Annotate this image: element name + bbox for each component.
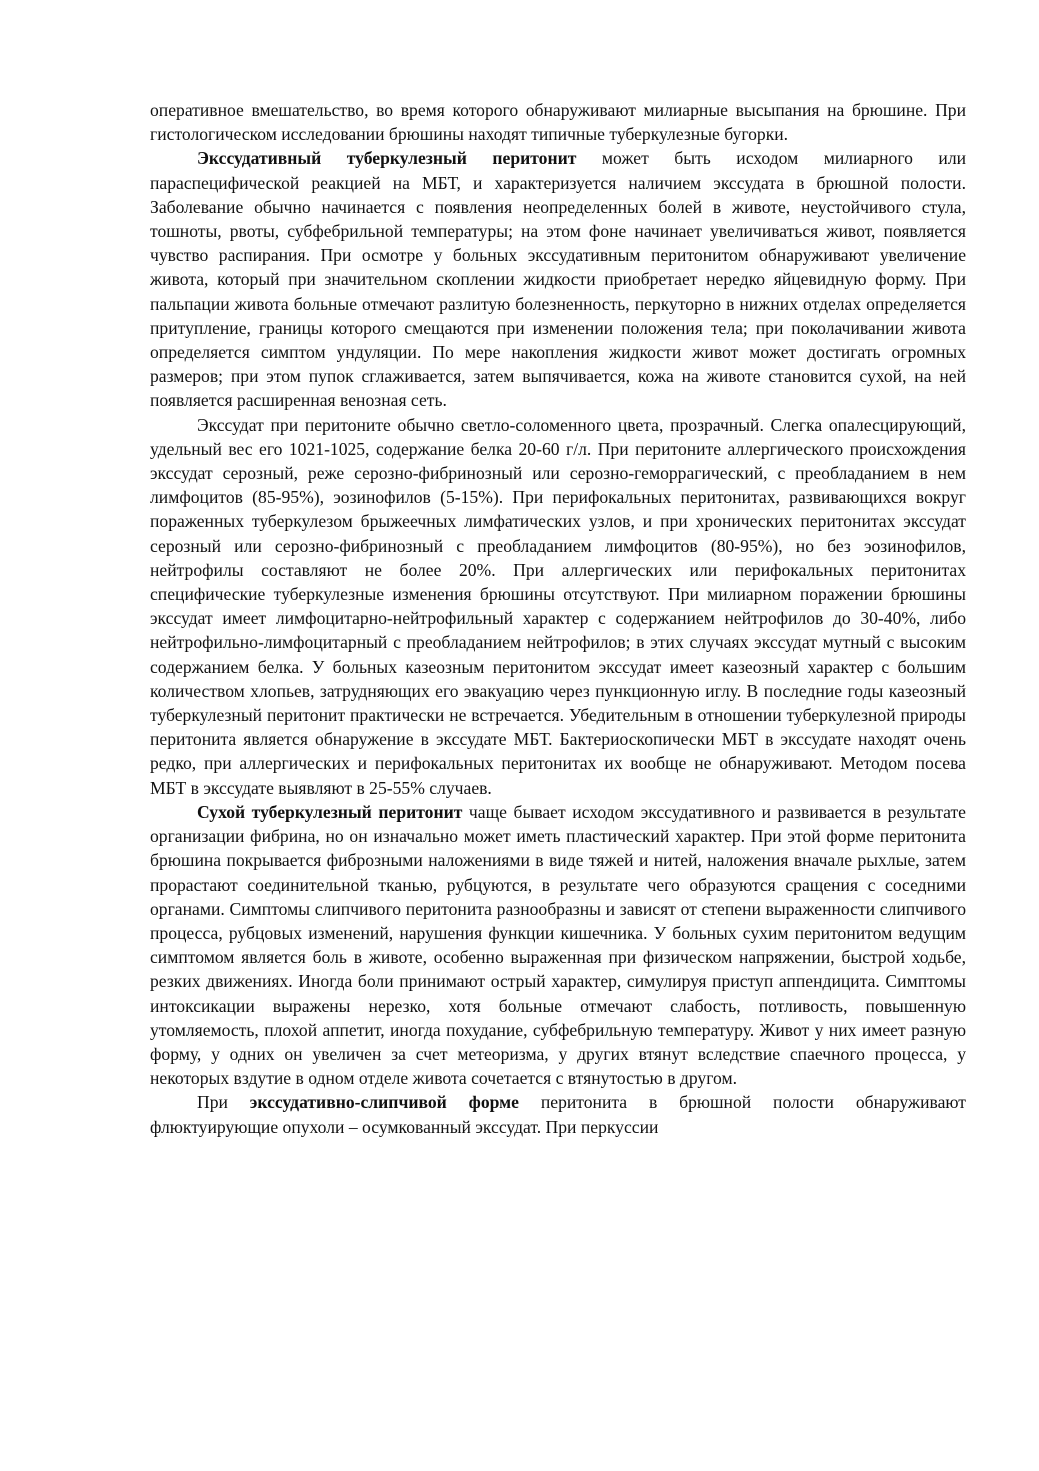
paragraph-text: может быть исходом милиарного или параспецифической реакцией на МБТ, и характеризуется наличием экссудата в брюшной полости. Заболевание обычно начинается с появления неопределенных болей в животе, неустойчивого стула, тошноты, рвоты, субфебрильной температуры; на этом фоне начинает увеличиваться живот, появляется чувство распирания. При осмотре у больных экссудативным перитонитом обнаруживают увеличение живота, который при значительном скоплении жидкости приобретает нередко яйцевидную форму. При пальпации живота больные отмечают разлитую болезненность, перкуторно в нижних отделах определяется притупление, границы которого смещаются при изменении положения тела; при поколачивании живота определяется симптом ундуляции. По мере накопления жидкости живот может достигать огромных размеров; при этом пупок сглаживается, затем выпячивается, кожа на животе становится сухой, на ней появляется расширенная венозная сеть. bbox=[150, 148, 967, 411]
paragraph-text: оперативное вмешательство, во время которого обнаруживают милиарные высыпания на брюшине. При гистологическом исследовании брюшины находят типичные туберкулезные бугорки. bbox=[150, 100, 966, 145]
document-page bbox=[150, 98, 966, 1139]
paragraph-exudate-description bbox=[150, 413, 966, 800]
paragraph-exudative-peritonitis bbox=[150, 146, 966, 412]
paragraph-intro-continuation bbox=[150, 98, 966, 146]
paragraph-lead-in: При bbox=[197, 1092, 250, 1113]
paragraph-heading: Экссудативный туберкулезный перитонит bbox=[197, 148, 577, 169]
paragraph-exudative-adhesive-form bbox=[150, 1090, 966, 1138]
paragraph-heading: Сухой туберкулезный перитонит bbox=[197, 801, 463, 822]
paragraph-heading: экссудативно-слипчивой форме bbox=[249, 1092, 519, 1113]
paragraph-text: Экссудат при перитоните обычно светло-соломенного цвета, прозрачный. Слегка опалесцирующий, удельный вес его 1021-1025, содержание белка 20-60 г/л. При перитоните аллергического происхождения экссудат серозный, реже серозно-фибринозный или серозно-геморрагический, с преобладанием в нем лимфоцитов (85-95%), эозинофилов (5-15%). При перифокальных перитонитах, развивающихся вокруг пораженных туберкулезом брыжеечных лимфатических узлов, и при хронических перитонитах экссудат серозный или серозно-фибринозный с преобладанием лимфоцитов (80-95%), но без эозинофилов, нейтрофилы составляют не более 20%. При аллергических или перифокальных перитонитах специфические туберкулезные изменения брюшины отсутствуют. При милиарном поражении брюшины экссудат имеет лимфоцитарно-нейтрофильный характер с содержанием нейтрофилов до 30-40%, либо нейтрофильно-лимфоцитарный с преобладанием нейтрофилов; в этих случаях экссудат мутный с высоким содержанием белка. У больных казеозным перитонитом экссудат имеет казеозный характер с большим количеством хлопьев, затрудняющих его эвакуацию через пункционную иглу. В последние годы казеозный туберкулезный перитонит практически не встречается. Убедительным в отношении туберкулезной природы перитонита является обнаружение в экссудате МБТ. Бактериоскопически МБТ в экссудате находят очень редко, при аллергических и перифокальных перитонитах их вообще не обнаруживают. Методом посева МБТ в экссудате выявляют в 25-55% случаев. bbox=[150, 414, 966, 798]
paragraph-text: перитонита в брюшной полости обнаруживают флюктуирующие опухоли – осумкованный экссудат. При перкуссии bbox=[150, 1092, 966, 1137]
paragraph-dry-peritonitis bbox=[150, 800, 966, 1090]
paragraph-text: чаще бывает исходом экссудативного и развивается в результате организации фибрина, но он изначально может иметь пластический характер. При этой форме перитонита брюшина покрывается фиброзными наложениями в виде тяжей и нитей, наложения вначале рыхлые, затем прорастают соединительной тканью, рубцуются, в результате чего образуются сращения с соседними органами. Симптомы слипчивого перитонита разнообразны и зависят от степени выраженности слипчивого процесса, рубцовых изменений, нарушения функции кишечника. У больных сухим перитонитом ведущим симптомом является боль в животе, особенно выраженная при физическом напряжении, быстрой ходьбе, резких движениях. Иногда боли принимают острый характер, симулируя приступ аппендицита. Симптомы интоксикации выражены нерезко, хотя больные отмечают слабость, потливость, повышенную утомляемость, плохой аппетит, иногда похудание, субфебрильную температуру. Живот у них имеет разную форму, у одних он увеличен за счет метеоризма, у других втянут вследствие спаечного процесса, у некоторых вздутие в одном отделе живота сочетается с втянутостью в другом. bbox=[150, 801, 966, 1089]
